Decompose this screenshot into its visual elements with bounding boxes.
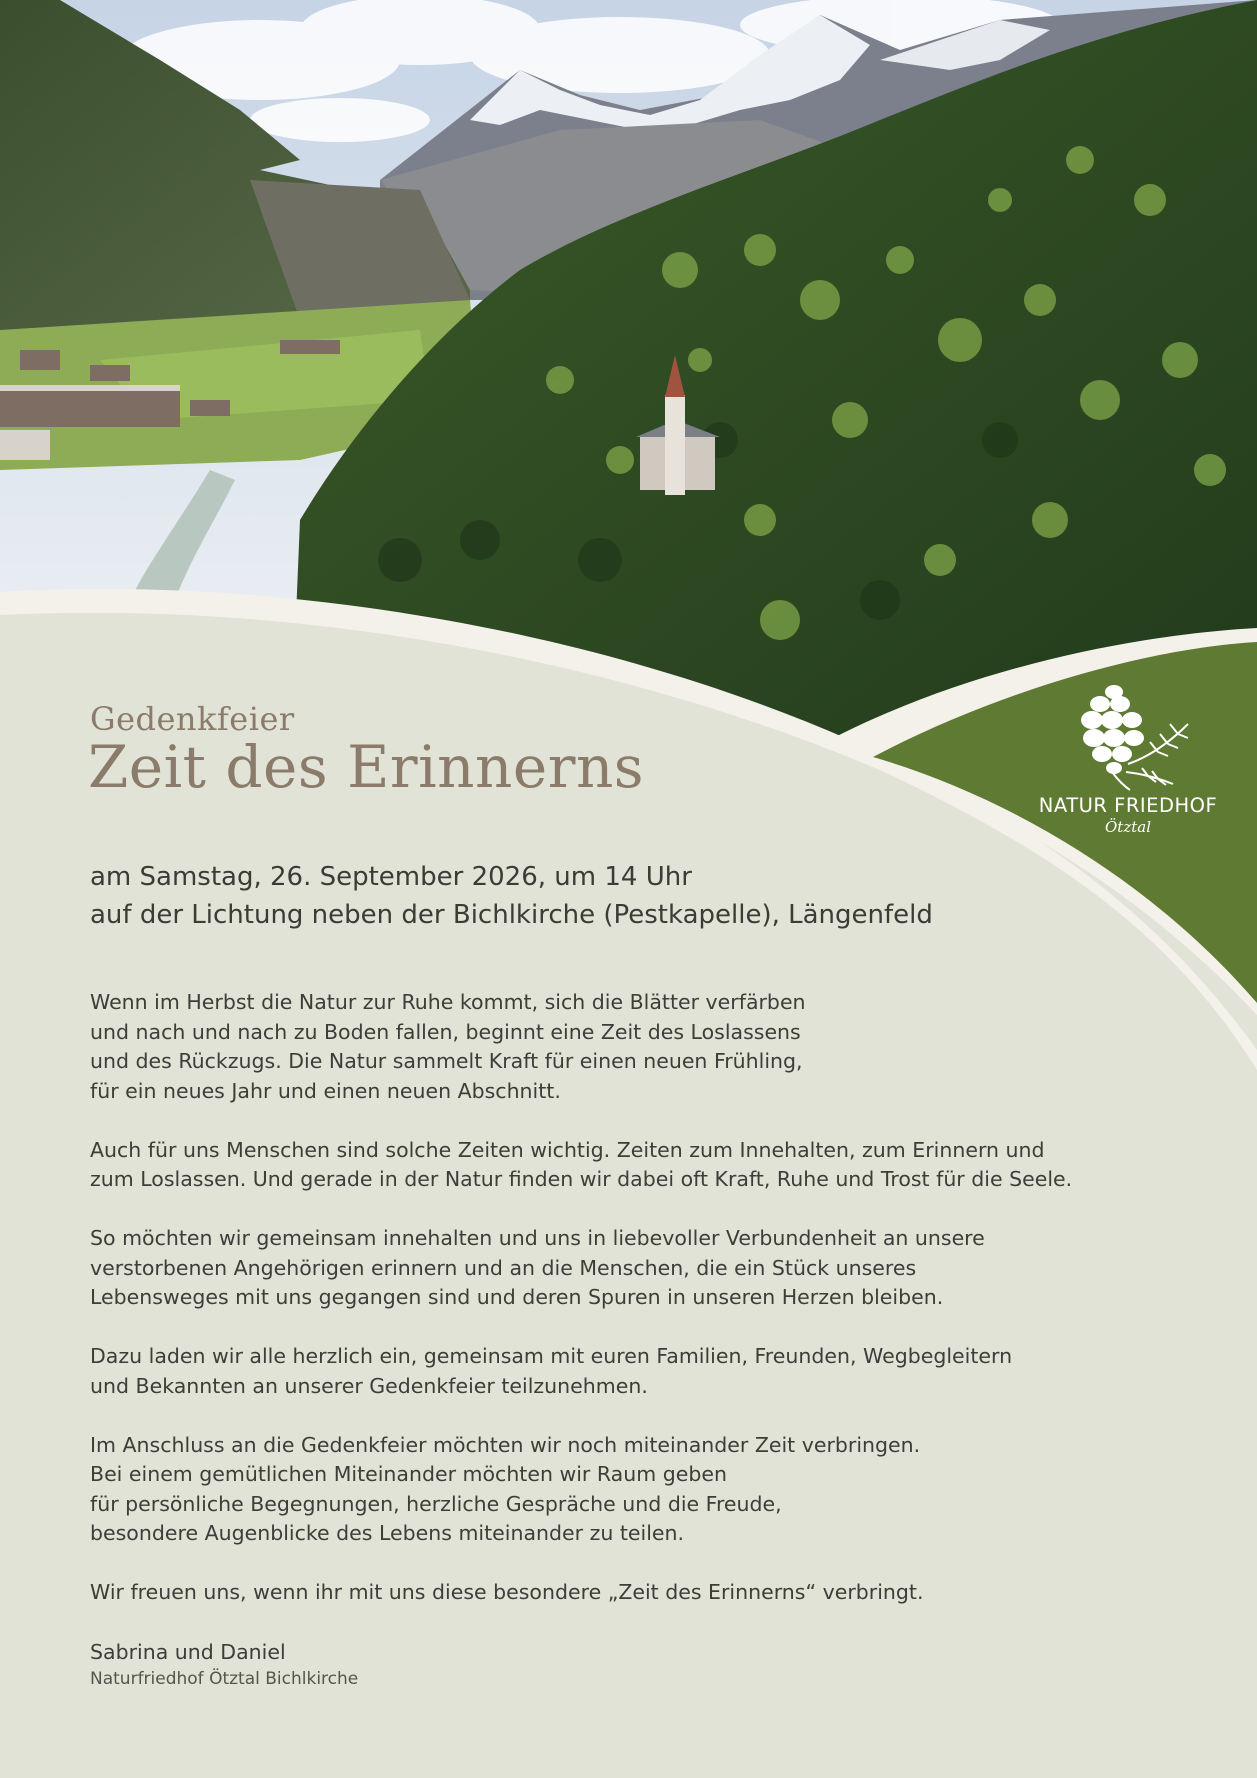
body-line: Im Anschluss an die Gedenkfeier möchten wir noch miteinander Zeit verbringen. (90, 1432, 921, 1457)
logo-subtitle: Ötztal (1105, 818, 1151, 836)
body-line: und des Rückzugs. Die Natur sammelt Kraft für einen neuen Frühling, (90, 1049, 803, 1073)
event-info (90, 858, 933, 934)
signature-organization: Naturfriedhof Ötztal Bichlkirche (90, 1669, 359, 1689)
body-line: Dazu laden wir alle herzlich ein, gemeinsam mit euren Familien, Freunden, Wegbegleitern (90, 1344, 1013, 1368)
body-line: für persönliche Begegnungen, herzliche Gespräche und die Freude, (90, 1491, 782, 1516)
body-line: und Bekannten an unserer Gedenkfeier teilzunehmen. (90, 1373, 648, 1398)
body-line: Lebensweges mit uns gegangen sind und deren Spuren in unseren Herzen bleiben. (90, 1285, 944, 1309)
body-paragraph (90, 1342, 1200, 1401)
naturfriedhof-logo (1008, 672, 1248, 852)
body-paragraph (90, 1431, 1200, 1549)
event-date: am Samstag, 26. September 2026, um 14 Uhr (90, 862, 692, 892)
logo-wordmark: NATUR FRIEDHOF (1038, 794, 1218, 817)
event-location: auf der Lichtung neben der Bichlkirche (Pestkapelle), Längenfeld (90, 900, 933, 930)
body-paragraph (90, 1136, 1200, 1195)
body-line: Wir freuen uns, wenn ihr mit uns diese besondere „Zeit des Erinnerns“ verbringt. (90, 1580, 924, 1604)
event-subtitle: Gedenkfeier (90, 700, 295, 738)
body-line: zum Loslassen. Und gerade in der Natur finden wir dabei oft Kraft, Ruhe und Trost für die Seele. (90, 1167, 1073, 1191)
body-paragraph (90, 988, 1200, 1106)
invitation-text (90, 988, 1200, 1637)
body-paragraph (90, 1578, 1200, 1608)
body-line: besondere Augenblicke des Lebens miteinander zu teilen. (90, 1521, 685, 1545)
body-line: Wenn im Herbst die Natur zur Ruhe kommt, sich die Blätter verfärben (90, 990, 806, 1014)
body-line: und nach und nach zu Boden fallen, beginnt eine Zeit des Loslassens (90, 1019, 801, 1044)
event-title: Zeit des Erinnerns (88, 733, 645, 801)
signature-name: Sabrina und Daniel (90, 1640, 286, 1664)
body-paragraph (90, 1224, 1200, 1313)
body-line: für ein neues Jahr und einen neuen Abschnitt. (90, 1078, 561, 1103)
pine-cone-icon (1008, 672, 1248, 792)
body-line: So möchten wir gemeinsam innehalten und uns in liebevoller Verbundenheit an unsere (90, 1226, 985, 1250)
body-line: verstorbenen Angehörigen erinnern und an die Menschen, die ein Stück unseres (90, 1255, 917, 1280)
body-line: Auch für uns Menschen sind solche Zeiten wichtig. Zeiten zum Innehalten, zum Erinnern und (90, 1137, 1045, 1162)
body-line: Bei einem gemütlichen Miteinander möchten wir Raum geben (90, 1462, 727, 1486)
